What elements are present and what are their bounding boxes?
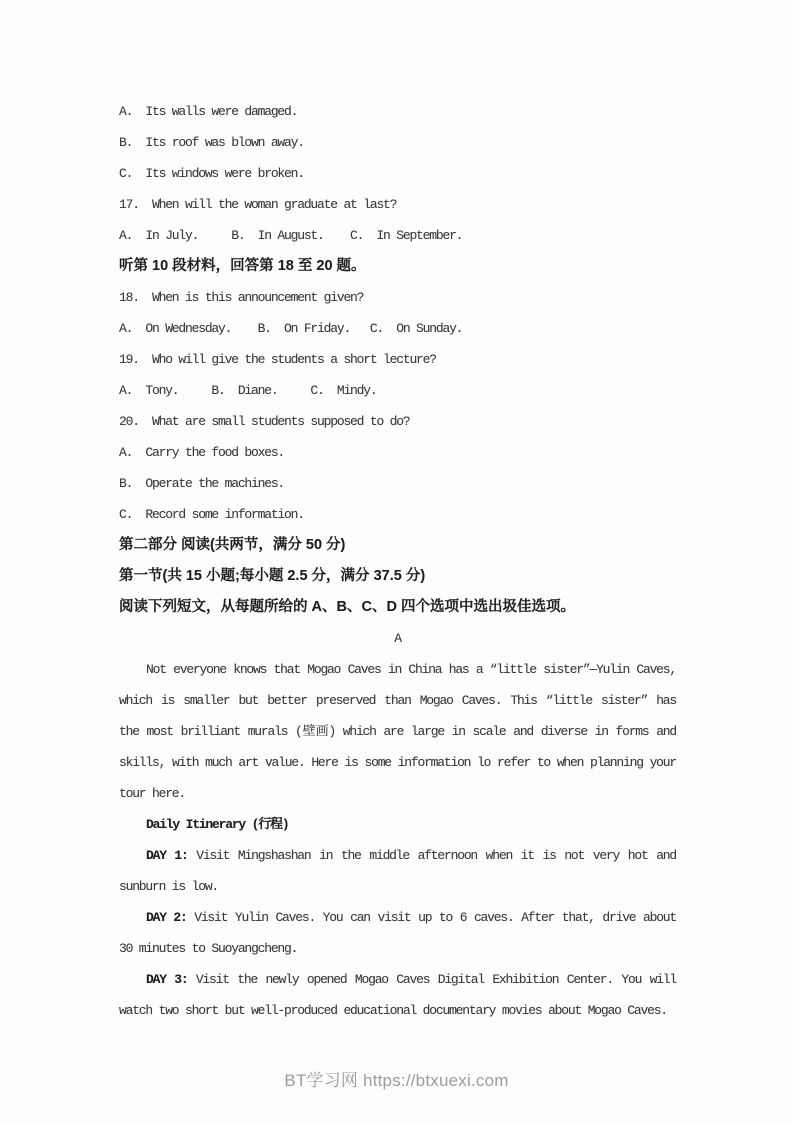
q16-option-c: C. Its windows were broken. [119,166,304,181]
material-10-header: 听第 10 段材料，回答第 18 至 20 题。 [119,258,366,274]
day2-line-1-prefix: DAY 2: [146,910,187,925]
q18-stem: 18. When is this announcement given? [119,290,364,305]
day1-line-1-prefix: DAY 1: [146,848,188,863]
section1-header: 第一节(共 15 小题;每小题 2.5 分，满分 37.5 分) [119,568,426,584]
q17-options: A. In July. B. In August. C. In September. [119,228,463,243]
day2-line-1: DAY 2: Visit Yulin Caves. You can visit up to 6 caves. After that, drive about [146,910,677,925]
q16-option-b: B. Its roof was blown away. [119,135,304,150]
q20-option-a: A. Carry the food boxes. [119,445,285,460]
document-body [119,96,676,1026]
q18-options: A. On Wednesday. B. On Friday. C. On Sunday. [119,321,463,336]
passage-a-line-3: the most brilliant murals (壁画) which are large in scale and diverse in forms and [119,724,676,739]
passage-a-line-4: skills, with much art value. Here is some information lo refer to when planning your [119,755,676,770]
part2-header: 第二部分 阅读(共两节，满分 50 分) [119,537,346,553]
itinerary-header: Daily Itinerary (行程) [146,817,289,832]
q19-options: A. Tony. B. Diane. C. Mindy. [119,383,377,398]
passage-a-label: A [394,631,401,646]
day3-line-1: DAY 3: Visit the newly opened Mogao Caves Digital Exhibition Center. You will [146,972,676,987]
day3-line-2: watch two short but well-produced educational documentary movies about Mogao Caves. [119,1003,667,1018]
watermark-footer: BT学习网 https://btxuexi.com [284,1071,509,1090]
day1-line-1: DAY 1: Visit Mingshashan in the middle afternoon when it is not very hot and [146,848,677,863]
q16-option-a: A. Its walls were damaged. [119,104,298,119]
section1-instructions: 阅读下列短文，从每题所给的 A、B、C、D 四个选项中选出圾佳选项。 [119,599,575,615]
q20-option-b: B. Operate the machines. [119,476,285,491]
day1-line-2: sunburn is low. [119,879,219,894]
passage-a-line-2: which is smaller but better preserved than Mogao Caves. This “little sister” has [119,693,676,708]
q19-stem: 19. Who will give the students a short lecture? [119,352,436,367]
q17-stem: 17. When will the woman graduate at last? [119,197,397,212]
day3-line-1-prefix: DAY 3: [146,972,188,987]
day2-line-2: 30 minutes to Suoyangcheng. [119,941,298,956]
q20-stem: 20. What are small students supposed to do? [119,414,410,429]
passage-a-line-1: Not everyone knows that Mogao Caves in China has a “little sister”—Yulin Caves, [146,662,676,677]
passage-a-line-5: tour here. [119,786,186,801]
q20-option-c: C. Record some information. [119,507,304,522]
